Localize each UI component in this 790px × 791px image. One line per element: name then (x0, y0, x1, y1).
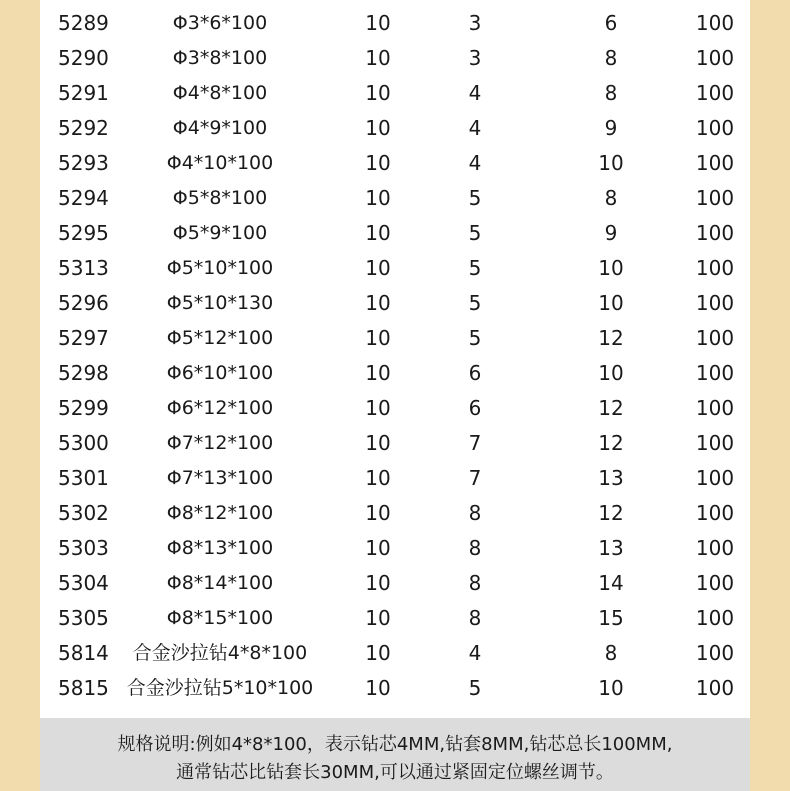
total-length-cell: 100 (695, 11, 735, 35)
product-code-cell: 5299 (58, 396, 109, 420)
product-code-cell: 5300 (58, 431, 109, 455)
table-row (40, 601, 750, 636)
total-length-cell: 100 (695, 186, 735, 210)
product-code-cell: 5313 (58, 256, 109, 280)
table-row (40, 286, 750, 321)
total-length-cell: 100 (695, 501, 735, 525)
quantity-cell: 10 (365, 396, 391, 420)
sleeve-diameter-cell: 15 (598, 606, 624, 630)
spec-cell: Φ8*13*100 (166, 537, 274, 559)
spec-note (40, 718, 750, 791)
table-row (40, 111, 750, 146)
total-length-cell: 100 (695, 466, 735, 490)
quantity-cell: 10 (365, 46, 391, 70)
total-length-cell: 100 (695, 326, 735, 350)
core-diameter-cell: 6 (468, 361, 482, 385)
quantity-cell: 10 (365, 361, 391, 385)
total-length-cell: 100 (695, 571, 735, 595)
total-length-cell: 100 (695, 291, 735, 315)
sleeve-diameter-cell: 10 (598, 291, 624, 315)
sleeve-diameter-cell: 12 (598, 396, 624, 420)
core-diameter-cell: 3 (468, 11, 482, 35)
product-code-cell: 5297 (58, 326, 109, 350)
sleeve-diameter-cell: 10 (598, 256, 624, 280)
quantity-cell: 10 (365, 221, 391, 245)
spec-cell: Φ5*12*100 (166, 327, 274, 349)
sleeve-diameter-cell: 12 (598, 326, 624, 350)
spec-cell: Φ3*6*100 (172, 12, 268, 34)
product-code-cell: 5305 (58, 606, 109, 630)
total-length-cell: 100 (695, 81, 735, 105)
sleeve-diameter-cell: 8 (604, 641, 618, 665)
sleeve-diameter-cell: 12 (598, 501, 624, 525)
total-length-cell: 100 (695, 116, 735, 140)
core-diameter-cell: 5 (468, 326, 482, 350)
spec-cell: Φ7*13*100 (166, 467, 274, 489)
total-length-cell: 100 (695, 46, 735, 70)
core-diameter-cell: 8 (468, 606, 482, 630)
core-diameter-cell: 4 (468, 151, 482, 175)
quantity-cell: 10 (365, 431, 391, 455)
quantity-cell: 10 (365, 81, 391, 105)
core-diameter-cell: 6 (468, 396, 482, 420)
spec-cell: Φ8*15*100 (166, 607, 274, 629)
sleeve-diameter-cell: 9 (604, 116, 618, 140)
table-row (40, 216, 750, 251)
core-diameter-cell: 5 (468, 221, 482, 245)
table-row (40, 181, 750, 216)
spec-cell: 合金沙拉钻5*10*100 (126, 677, 314, 699)
product-code-cell: 5301 (58, 466, 109, 490)
product-code-cell: 5293 (58, 151, 109, 175)
sleeve-diameter-cell: 13 (598, 536, 624, 560)
table-row (40, 671, 750, 706)
sleeve-diameter-cell: 10 (598, 361, 624, 385)
spec-cell: Φ5*10*130 (166, 292, 274, 314)
core-diameter-cell: 5 (468, 291, 482, 315)
spec-cell: Φ4*10*100 (166, 152, 274, 174)
quantity-cell: 10 (365, 641, 391, 665)
table-row (40, 251, 750, 286)
spec-cell: Φ5*10*100 (166, 257, 274, 279)
core-diameter-cell: 8 (468, 571, 482, 595)
quantity-cell: 10 (365, 501, 391, 525)
product-code-cell: 5294 (58, 186, 109, 210)
core-diameter-cell: 4 (468, 81, 482, 105)
spec-cell: Φ7*12*100 (166, 432, 274, 454)
core-diameter-cell: 7 (468, 431, 482, 455)
sleeve-diameter-cell: 6 (604, 11, 618, 35)
core-diameter-cell: 7 (468, 466, 482, 490)
spec-cell: Φ5*8*100 (172, 187, 268, 209)
spec-cell: Φ8*14*100 (166, 572, 274, 594)
sleeve-diameter-cell: 12 (598, 431, 624, 455)
total-length-cell: 100 (695, 606, 735, 630)
spec-cell: Φ5*9*100 (172, 222, 268, 244)
sleeve-diameter-cell: 14 (598, 571, 624, 595)
quantity-cell: 10 (365, 11, 391, 35)
product-code-cell: 5814 (58, 641, 109, 665)
product-code-cell: 5303 (58, 536, 109, 560)
quantity-cell: 10 (365, 676, 391, 700)
sleeve-diameter-cell: 9 (604, 221, 618, 245)
quantity-cell: 10 (365, 256, 391, 280)
spec-cell: Φ4*8*100 (172, 82, 268, 104)
table-row (40, 146, 750, 181)
spec-cell: Φ8*12*100 (166, 502, 274, 524)
spec-table (40, 6, 750, 706)
spec-cell: 合金沙拉钻4*8*100 (132, 642, 308, 664)
product-code-cell: 5292 (58, 116, 109, 140)
spec-cell: Φ6*12*100 (166, 397, 274, 419)
table-row (40, 531, 750, 566)
quantity-cell: 10 (365, 571, 391, 595)
spec-sheet (40, 0, 750, 791)
quantity-cell: 10 (365, 291, 391, 315)
total-length-cell: 100 (695, 641, 735, 665)
product-code-cell: 5290 (58, 46, 109, 70)
product-code-cell: 5291 (58, 81, 109, 105)
total-length-cell: 100 (695, 256, 735, 280)
spec-note-line-2: 通常钻芯比钻套长30MM,可以通过紧固定位螺丝调节。 (176, 762, 614, 783)
total-length-cell: 100 (695, 396, 735, 420)
sleeve-diameter-cell: 10 (598, 151, 624, 175)
total-length-cell: 100 (695, 151, 735, 175)
table-row (40, 321, 750, 356)
table-row (40, 461, 750, 496)
quantity-cell: 10 (365, 606, 391, 630)
product-code-cell: 5815 (58, 676, 109, 700)
quantity-cell: 10 (365, 326, 391, 350)
table-row (40, 566, 750, 601)
total-length-cell: 100 (695, 221, 735, 245)
sleeve-diameter-cell: 8 (604, 186, 618, 210)
sleeve-diameter-cell: 8 (604, 81, 618, 105)
core-diameter-cell: 4 (468, 116, 482, 140)
quantity-cell: 10 (365, 151, 391, 175)
total-length-cell: 100 (695, 361, 735, 385)
core-diameter-cell: 4 (468, 641, 482, 665)
product-code-cell: 5296 (58, 291, 109, 315)
product-code-cell: 5295 (58, 221, 109, 245)
product-code-cell: 5302 (58, 501, 109, 525)
core-diameter-cell: 5 (468, 256, 482, 280)
table-row (40, 496, 750, 531)
core-diameter-cell: 3 (468, 46, 482, 70)
spec-cell: Φ3*8*100 (172, 47, 268, 69)
sleeve-diameter-cell: 13 (598, 466, 624, 490)
quantity-cell: 10 (365, 536, 391, 560)
table-row (40, 6, 750, 41)
core-diameter-cell: 8 (468, 501, 482, 525)
total-length-cell: 100 (695, 536, 735, 560)
quantity-cell: 10 (365, 116, 391, 140)
table-row (40, 41, 750, 76)
core-diameter-cell: 5 (468, 186, 482, 210)
product-code-cell: 5304 (58, 571, 109, 595)
spec-cell: Φ4*9*100 (172, 117, 268, 139)
quantity-cell: 10 (365, 466, 391, 490)
table-row (40, 76, 750, 111)
quantity-cell: 10 (365, 186, 391, 210)
total-length-cell: 100 (695, 431, 735, 455)
table-row (40, 356, 750, 391)
product-code-cell: 5289 (58, 11, 109, 35)
table-row (40, 426, 750, 461)
total-length-cell: 100 (695, 676, 735, 700)
sleeve-diameter-cell: 8 (604, 46, 618, 70)
core-diameter-cell: 5 (468, 676, 482, 700)
spec-cell: Φ6*10*100 (166, 362, 274, 384)
table-row (40, 636, 750, 671)
spec-note-line-1: 规格说明:例如4*8*100，表示钻芯4MM,钻套8MM,钻芯总长100MM, (117, 734, 673, 755)
sleeve-diameter-cell: 10 (598, 676, 624, 700)
core-diameter-cell: 8 (468, 536, 482, 560)
table-row (40, 391, 750, 426)
product-code-cell: 5298 (58, 361, 109, 385)
